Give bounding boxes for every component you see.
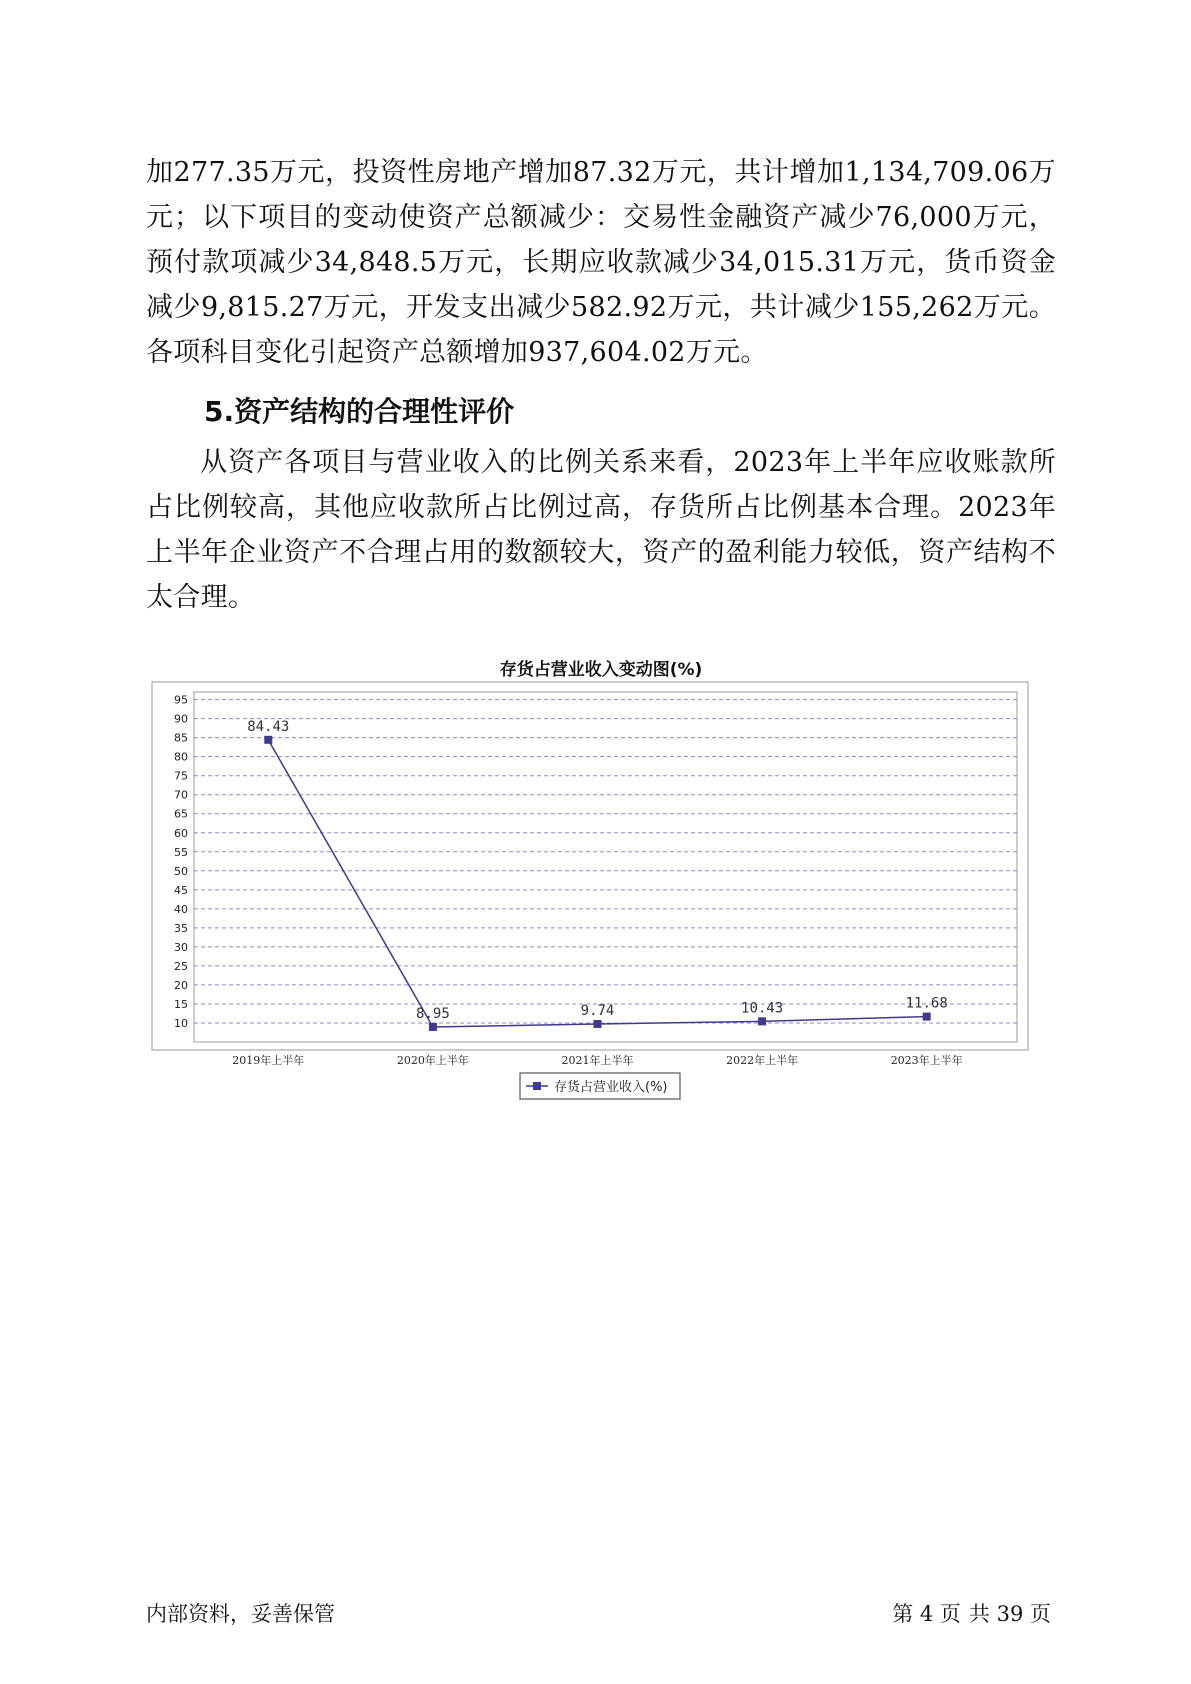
data-label: 9.74 <box>580 1002 615 1019</box>
x-tick-label: 2022年上半年 <box>726 1054 799 1067</box>
y-tick-label: 15 <box>174 997 188 1011</box>
data-point <box>923 1013 931 1021</box>
footer-confidential-note: 内部资料，妥善保管 <box>146 1602 335 1626</box>
y-tick-label: 65 <box>174 807 188 821</box>
y-tick-label: 50 <box>174 864 188 878</box>
paragraph-asset-changes: 加277.35万元，投资性房地产增加87.32万元，共计增加1,134,709.06万元；以下项目的变动使资产总额减少：交易性金融资产减少76,000万元，预付款项减少34,848.5万元，长期应收款减少34,015.31万元，货币资金减少9,815.27万元，开发支出减少582.92万元，共计减少155,262万元。各项科目变化引起资产总额增加937,604.02万元。 <box>146 157 1056 368</box>
data-point <box>429 1023 437 1031</box>
y-tick-label: 10 <box>174 1016 188 1030</box>
y-tick-label: 55 <box>174 845 188 859</box>
data-label: 10.43 <box>741 1000 784 1017</box>
y-tick-label: 35 <box>174 921 188 935</box>
y-tick-label: 25 <box>174 959 188 973</box>
data-label: 8.95 <box>416 1005 450 1022</box>
legend-label: 存货占营业收入(%) <box>554 1080 668 1095</box>
y-tick-label: 30 <box>174 940 188 954</box>
data-label: 84.43 <box>247 718 290 735</box>
y-tick-label: 95 <box>174 693 188 707</box>
chart-title: 存货占营业收入变动图(%) <box>499 660 703 680</box>
y-tick-label: 20 <box>174 978 188 992</box>
y-tick-label: 70 <box>174 788 188 802</box>
y-tick-label: 75 <box>174 769 188 783</box>
data-point <box>758 1017 766 1025</box>
y-tick-label: 80 <box>174 750 188 764</box>
y-tick-label: 45 <box>174 883 188 897</box>
footer-page-number <box>892 1598 1051 1628</box>
data-point <box>594 1020 602 1028</box>
inventory-ratio-chart <box>150 680 1030 1120</box>
data-point <box>264 736 272 744</box>
y-tick-label: 90 <box>174 712 188 726</box>
x-tick-label: 2019年上半年 <box>232 1054 305 1067</box>
x-tick-label: 2023年上半年 <box>890 1054 963 1067</box>
legend-marker-icon <box>533 1082 541 1090</box>
y-tick-label: 40 <box>174 902 188 916</box>
y-tick-label: 85 <box>174 731 188 745</box>
y-tick-label: 60 <box>174 826 188 840</box>
paragraph-asset-structure: 从资产各项目与营业收入的比例关系来看，2023年上半年应收账款所占比例较高，其他应收款所占比例过高，存货所占比例基本合理。2023年上半年企业资产不合理占用的数额较大，资产的盈利能力较低，资产结构不太合理。 <box>146 447 1056 613</box>
data-label: 11.68 <box>905 995 948 1012</box>
footer-page-current: 第 4 页 <box>892 1602 961 1626</box>
section-heading: 5.资产结构的合理性评价 <box>204 395 515 428</box>
x-tick-label: 2020年上半年 <box>396 1054 469 1067</box>
footer-page-total: 共 39 页 <box>968 1602 1051 1626</box>
x-tick-label: 2021年上半年 <box>561 1054 634 1067</box>
